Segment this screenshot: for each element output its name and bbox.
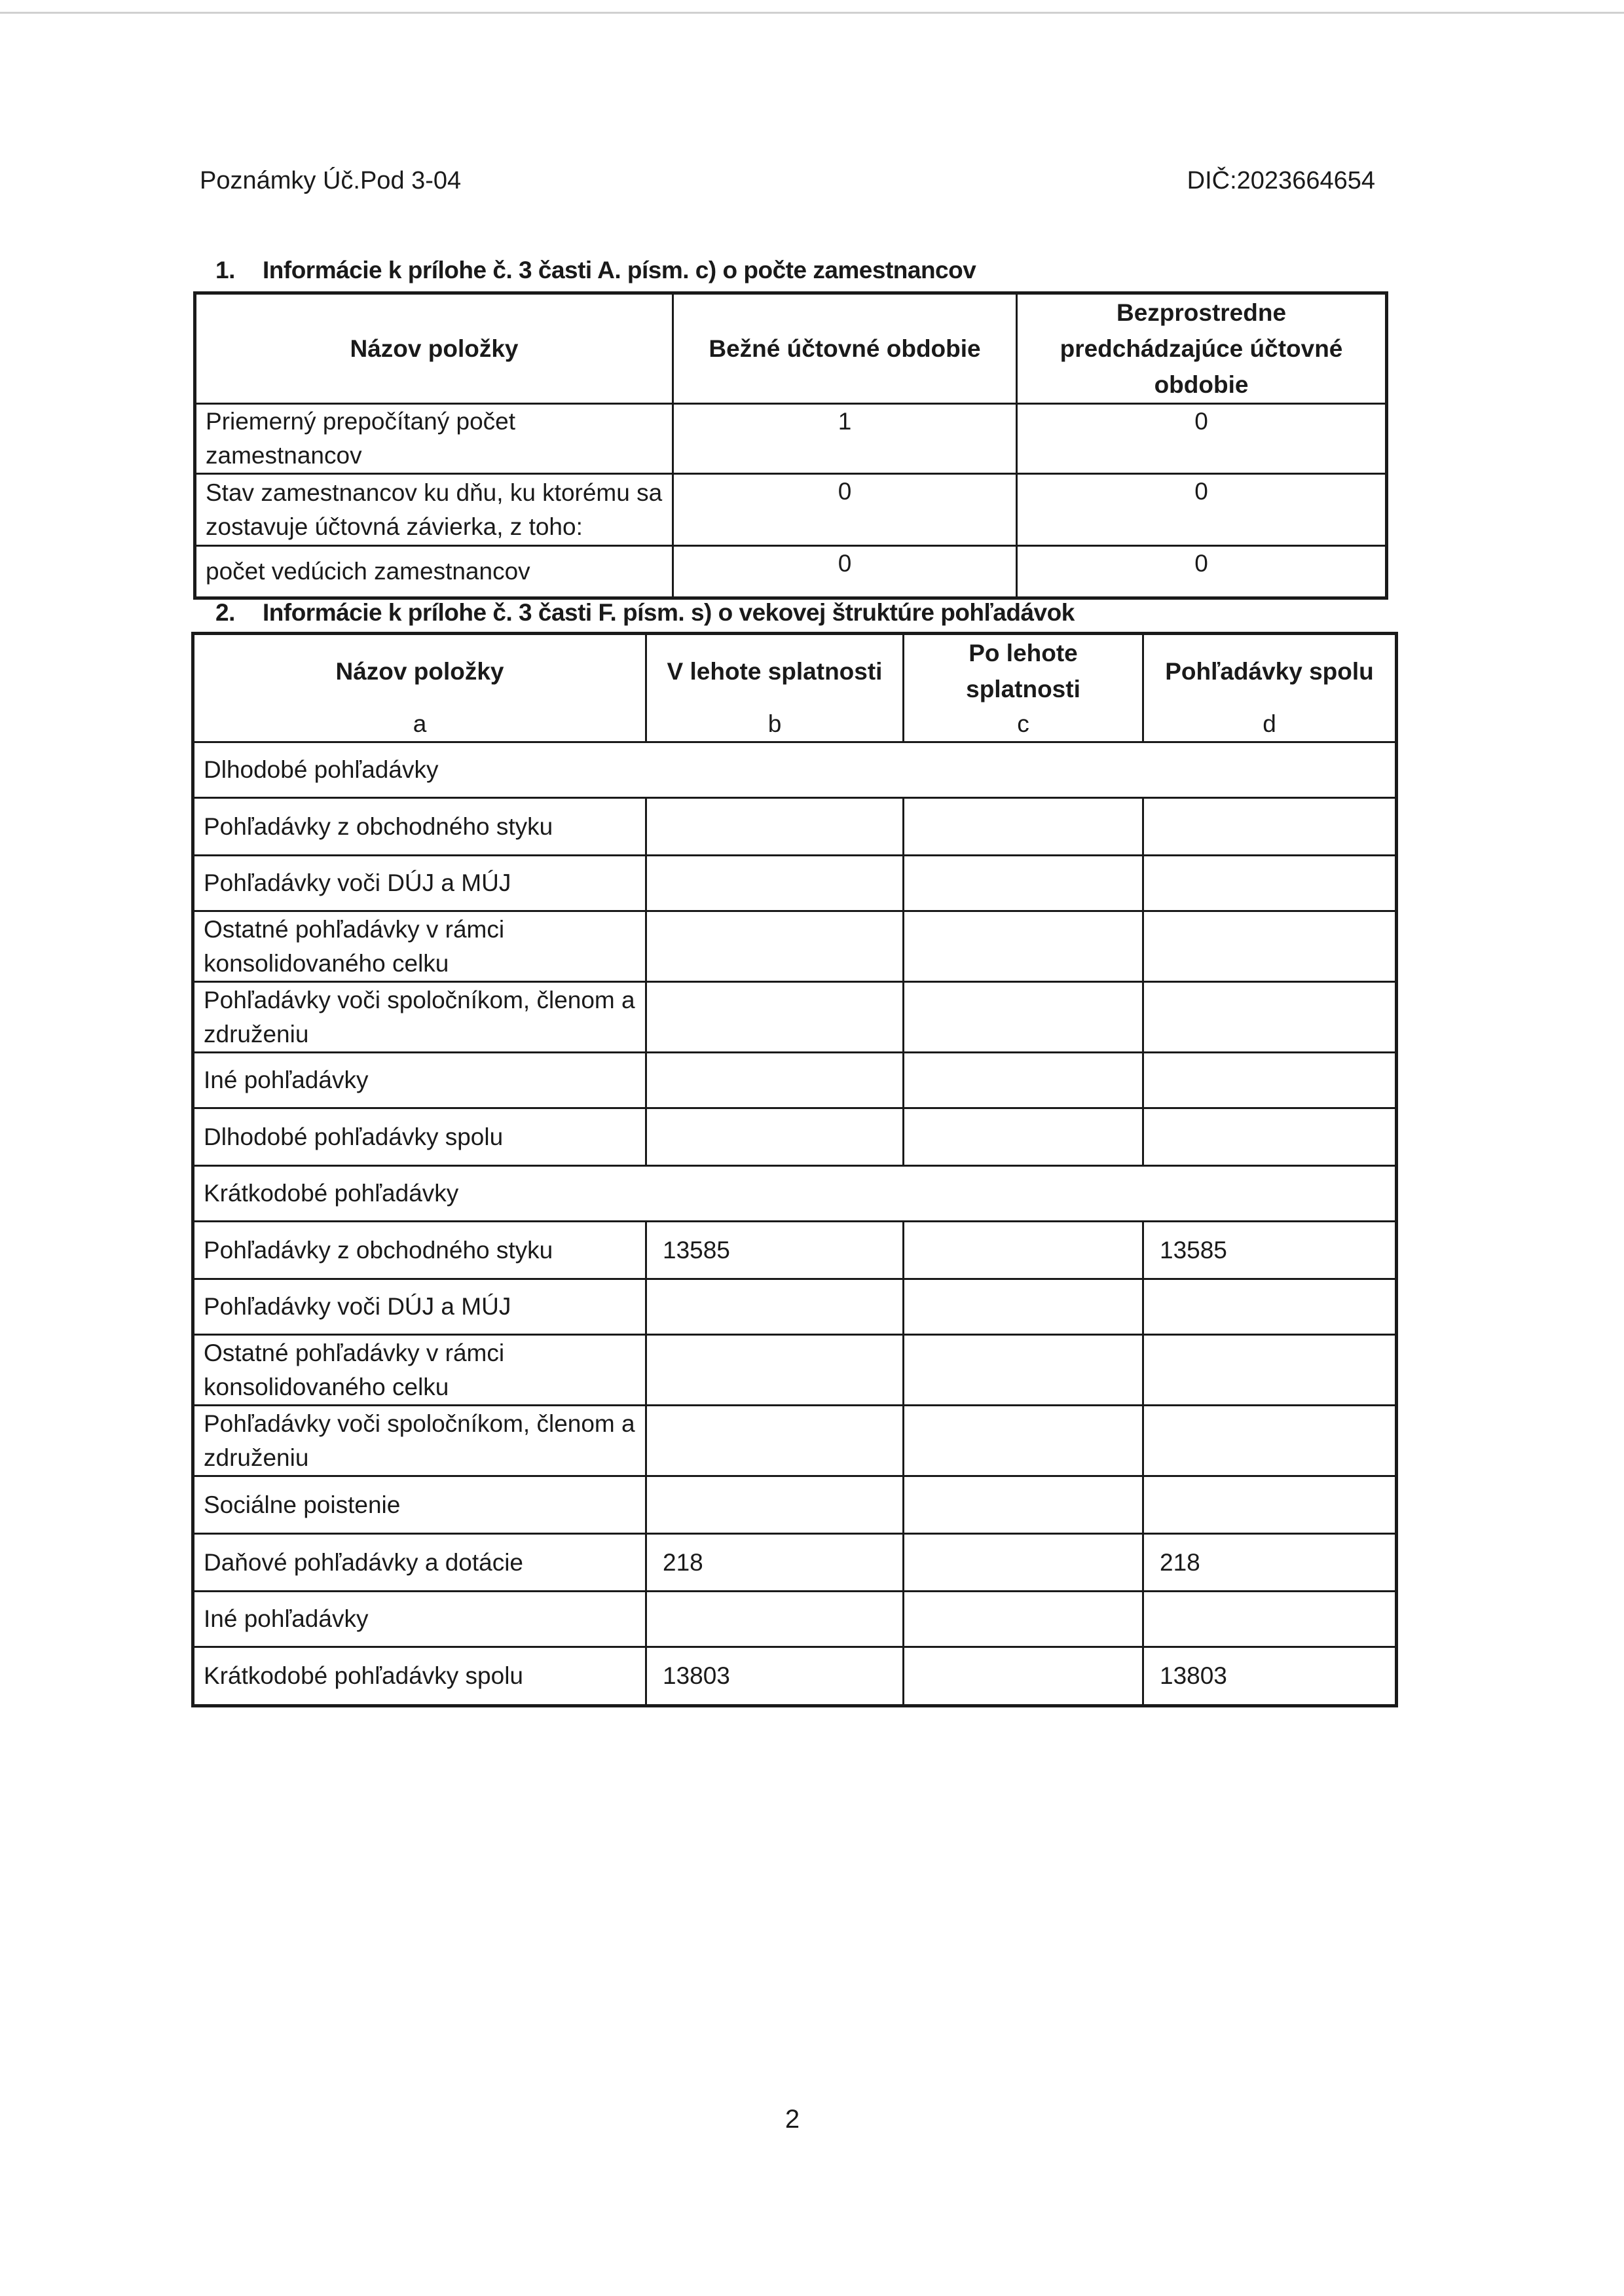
table-row	[193, 856, 1397, 911]
current-period-value: 0	[673, 474, 1017, 546]
total-value: 218	[1143, 1534, 1397, 1592]
overdue-value	[904, 856, 1143, 911]
receivables-table	[191, 632, 1398, 1707]
current-period-value: 0	[673, 546, 1017, 598]
table-row	[193, 982, 1397, 1053]
table-header-row	[193, 634, 1397, 708]
row-label: Iné pohľadávky	[193, 1592, 646, 1647]
total-value	[1143, 1279, 1397, 1335]
page-header	[200, 167, 1375, 200]
previous-period-value: 0	[1017, 474, 1387, 546]
total-value	[1143, 1406, 1397, 1476]
column-letters-row	[193, 707, 1397, 742]
row-label: Pohľadávky voči DÚJ a MÚJ	[193, 856, 646, 911]
table-row	[195, 404, 1387, 474]
within-maturity-value	[646, 982, 904, 1053]
column-header: Názov položky	[195, 293, 673, 404]
row-label: Pohľadávky z obchodného styku	[193, 798, 646, 856]
within-maturity-value: 13585	[646, 1222, 904, 1279]
short-term-heading: Krátkodobé pohľadávky	[193, 1166, 1397, 1222]
within-maturity-value	[646, 856, 904, 911]
overdue-value	[904, 798, 1143, 856]
overdue-value	[904, 1647, 1143, 1706]
overdue-value	[904, 1406, 1143, 1476]
table-row	[193, 911, 1397, 982]
within-maturity-value	[646, 1406, 904, 1476]
current-period-value: 1	[673, 404, 1017, 474]
table-row	[193, 1534, 1397, 1592]
table-row	[193, 1053, 1397, 1108]
row-label: Priemerný prepočítaný počet zamestnancov	[195, 404, 673, 474]
total-value	[1143, 1592, 1397, 1647]
total-value	[1143, 856, 1397, 911]
table-row	[193, 1222, 1397, 1279]
column-letter: c	[904, 707, 1143, 742]
tax-id: DIČ:2023664654	[1187, 167, 1375, 194]
previous-period-value: 0	[1017, 546, 1387, 598]
column-header: Pohľadávky spolu	[1143, 634, 1397, 708]
column-header: Názov položky	[193, 634, 646, 708]
row-label: Dlhodobé pohľadávky spolu	[193, 1108, 646, 1166]
overdue-value	[904, 1108, 1143, 1166]
column-header: Bezprostredne predchádzajúce účtovné obdobie	[1017, 293, 1387, 404]
page-number: 2	[784, 2105, 800, 2134]
overdue-value	[904, 1534, 1143, 1592]
total-value	[1143, 1108, 1397, 1166]
total-value	[1143, 911, 1397, 982]
total-row	[193, 1108, 1397, 1166]
row-label: Sociálne poistenie	[193, 1476, 646, 1534]
overdue-value	[904, 1222, 1143, 1279]
row-label: Stav zamestnancov ku dňu, ku ktorému sa zostavuje účtovná závierka, z toho:	[195, 474, 673, 546]
within-maturity-value	[646, 911, 904, 982]
row-label: Ostatné pohľadávky v rámci konsolidovaného celku	[193, 911, 646, 982]
overdue-value	[904, 911, 1143, 982]
row-label: Iné pohľadávky	[193, 1053, 646, 1108]
column-header: Bežné účtovné obdobie	[673, 293, 1017, 404]
row-label: Pohľadávky voči spoločníkom, členom a združeniu	[193, 1406, 646, 1476]
table-header-row	[195, 293, 1387, 404]
column-letter: d	[1143, 707, 1397, 742]
total-value	[1143, 798, 1397, 856]
total-value	[1143, 1053, 1397, 1108]
within-maturity-value	[646, 1108, 904, 1166]
total-value	[1143, 1476, 1397, 1534]
row-label: Pohľadávky z obchodného styku	[193, 1222, 646, 1279]
column-letter: b	[646, 707, 904, 742]
total-value: 13803	[1143, 1647, 1397, 1706]
within-maturity-value	[646, 1279, 904, 1335]
within-maturity-value	[646, 798, 904, 856]
table-row	[195, 546, 1387, 598]
previous-period-value: 0	[1017, 404, 1387, 474]
column-header: V lehote splatnosti	[646, 634, 904, 708]
within-maturity-value	[646, 1335, 904, 1406]
overdue-value	[904, 1279, 1143, 1335]
overdue-value	[904, 982, 1143, 1053]
table-row	[193, 1592, 1397, 1647]
within-maturity-value	[646, 1592, 904, 1647]
row-label: Pohľadávky voči DÚJ a MÚJ	[193, 1279, 646, 1335]
column-letter: a	[193, 707, 646, 742]
row-label: Daňové pohľadávky a dotácie	[193, 1534, 646, 1592]
table-row	[195, 474, 1387, 546]
row-label: Ostatné pohľadávky v rámci konsolidovaného celku	[193, 1335, 646, 1406]
within-maturity-value: 13803	[646, 1647, 904, 1706]
document-reference: Poznámky Úč.Pod 3-04	[200, 167, 462, 194]
group-heading-row	[193, 742, 1397, 798]
scan-top-edge	[0, 12, 1624, 14]
table-row	[193, 798, 1397, 856]
within-maturity-value: 218	[646, 1534, 904, 1592]
table-row	[193, 1335, 1397, 1406]
section-1-title: 1. Informácie k prílohe č. 3 časti A. písm. c) o počte zamestnancov	[215, 257, 976, 283]
column-header: Po lehote splatnosti	[904, 634, 1143, 708]
total-value	[1143, 982, 1397, 1053]
section-2-title: 2. Informácie k prílohe č. 3 časti F. písm. s) o vekovej štruktúre pohľadávok	[215, 599, 1075, 626]
overdue-value	[904, 1053, 1143, 1108]
overdue-value	[904, 1476, 1143, 1534]
total-row	[193, 1647, 1397, 1706]
row-label: Krátkodobé pohľadávky spolu	[193, 1647, 646, 1706]
table-row	[193, 1406, 1397, 1476]
long-term-heading: Dlhodobé pohľadávky	[193, 742, 1397, 798]
table-row	[193, 1476, 1397, 1534]
group-heading-row	[193, 1166, 1397, 1222]
row-label: Pohľadávky voči spoločníkom, členom a združeniu	[193, 982, 646, 1053]
table-row	[193, 1279, 1397, 1335]
within-maturity-value	[646, 1476, 904, 1534]
overdue-value	[904, 1592, 1143, 1647]
total-value: 13585	[1143, 1222, 1397, 1279]
total-value	[1143, 1335, 1397, 1406]
within-maturity-value	[646, 1053, 904, 1108]
employees-table	[193, 291, 1388, 600]
overdue-value	[904, 1335, 1143, 1406]
row-label: počet vedúcich zamestnancov	[195, 546, 673, 598]
